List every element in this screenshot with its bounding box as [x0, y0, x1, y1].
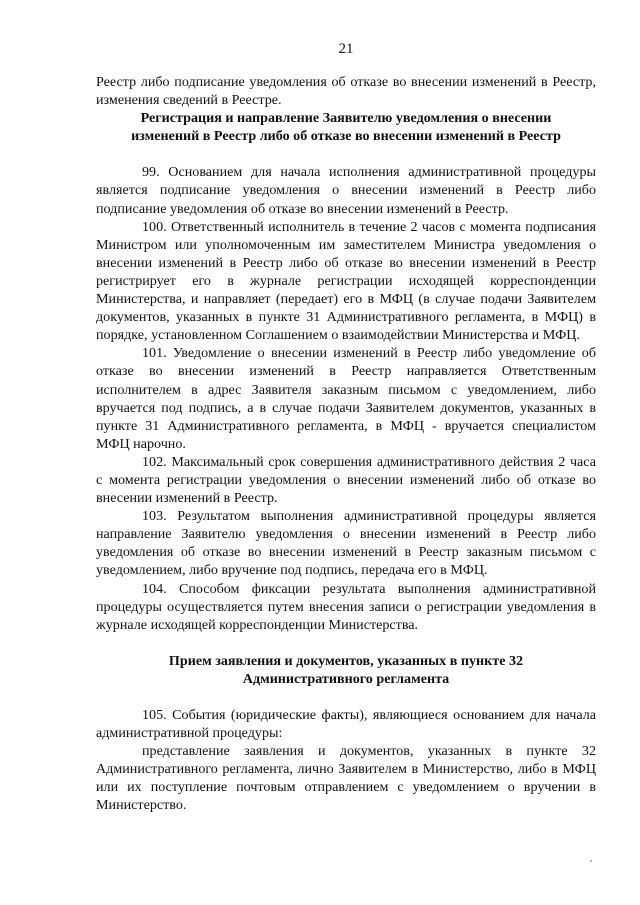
- paragraph-105-item: представление заявления и документов, указанных в пункте 32 Административного регламента, лично Заявителем в Министерство, либо в МФЦ или их поступление почтовым отправлением с уведомлением о вручении в Министерство.: [96, 743, 596, 814]
- heading-line: Регистрация и направление Заявителю уведомления о внесении: [140, 110, 552, 127]
- section-heading-reception: [96, 652, 596, 688]
- heading-line: Административного регламента: [242, 670, 450, 687]
- paragraph-100: 100. Ответственный исполнитель в течение 2 часов с момента подписания Министром или уполномоченным им заместителем Министра уведомления о внесении изменений в Реестр либо об отказе во внесении изменений в Реестр регистрирует его в журнале регистрации исходящей корреспонденции Министерства, и направляет (передает) его в МФЦ (в случае подачи Заявителем документов, указанных в пункте 31 Административного регламента, в МФЦ) в порядке, установленном Соглашением о взаимодействии Министерства и МФЦ.: [96, 218, 596, 344]
- page-number: 21: [338, 41, 354, 57]
- intro-paragraph: Реестр либо подписание уведомления об отказе во внесении изменений в Реестр, изменения сведений в Реестре.: [96, 74, 596, 109]
- paragraph-105: 105. События (юридические факты), являющиеся основанием для начала административной процедуры:: [96, 707, 596, 742]
- paragraph-103: 103. Результатом выполнения административной процедуры является направление Заявителю уведомления о внесении изменений в Реестр либо уведомления об отказе во внесении изменений в Реестр заказным письмом с уведомлением, либо вручение под подпись, передача его в МФЦ.: [96, 508, 596, 579]
- heading-line: Прием заявления и документов, указанных в пункте 32: [168, 652, 524, 669]
- section-heading-registration: [96, 109, 596, 145]
- paragraph-104: 104. Способом фиксации результата выполнения административной процедуры осуществляется путем внесения записи о регистрации уведомления в журнале исходящей корреспонденции Министерства.: [96, 580, 596, 633]
- document-page: [96, 0, 596, 905]
- paragraph-102: 102. Максимальный срок совершения административного действия 2 часа с момента регистрации уведомления о внесении изменений либо об отказе во внесении изменений в Реестр.: [96, 453, 596, 507]
- paragraph-101: 101. Уведомление о внесении изменений в Реестр либо уведомление об отказе во внесении изменений в Реестр направляется Ответственным исполнителем в адрес Заявителя заказным письмом с уведомлением, либо вручается под подпись, а в случае подачи Заявителем документов, указанных в пункте 31 Административного регламента, в МФЦ - вручается специалистом МФЦ нарочно.: [96, 345, 596, 452]
- paragraph-99: 99. Основанием для начала исполнения административной процедуры является подписание уведомления о внесении изменений в Реестр либо подписание уведомления об отказе во внесении изменений в Реестр.: [96, 164, 596, 217]
- scan-speck: [590, 860, 592, 862]
- heading-line: изменений в Реестр либо об отказе во внесении изменений в Реестр: [131, 128, 561, 145]
- document-body: [96, 73, 596, 815]
